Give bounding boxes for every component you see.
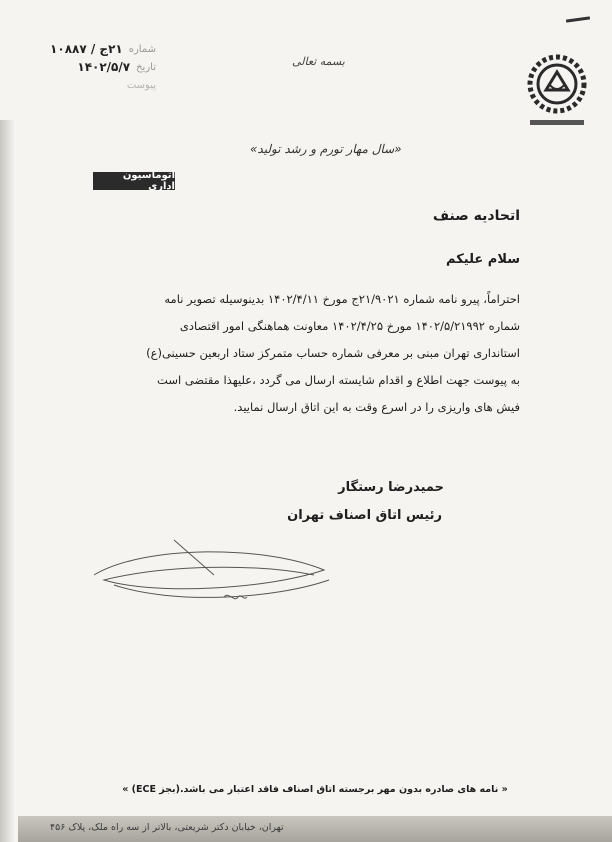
letter-date-label: تاریخ [136,61,156,73]
letter-date-row [46,58,156,76]
bismillah-heading: بسمه تعالی [292,55,345,68]
letter-number-label: شماره [128,43,156,55]
body-line: فیش های واریزی را در اسرع وقت به این اتاق ارسال نمایید. [233,400,520,414]
greeting: سلام علیکم [446,252,520,267]
guild-chamber-logo [522,50,592,138]
corner-mark [566,16,590,22]
recipient: اتحادیه صنف [432,208,520,224]
letter-number: ۲۱ج / ۱۰۸۸۷ [50,42,123,56]
attachment-row [46,76,156,94]
body-line: استانداری تهران مبنی بر معرفی شماره حساب متمرکز ستاد اربعین حسینی(ع) [146,346,520,360]
year-slogan: «سال مهار تورم و رشد تولید» [250,142,402,156]
letter-number-row [46,40,156,58]
letter-body [90,286,520,421]
signer-title: رئیس اتاق اصناف تهران [287,508,442,523]
footer-address: تهران، خیابان دکتر شریعتی، بالاتر از سه راه ملک، پلاک ۴۵۶ [50,822,284,833]
letter-metadata [46,40,156,94]
body-line: به پیوست جهت اطلاع و اقدام شایسته ارسال می گردد ،علیهذا مقتضی است [157,373,520,387]
body-line: احتراماً، پیرو نامه شماره ۲۱/۹۰۲۱ج مورخ ۱۴۰۲/۴/۱۱ بدینوسیله تصویر نامه [164,292,520,306]
letter-date: ۱۴۰۲/۵/۷ [77,60,131,74]
signer-name: حمیدرضا رستگار [338,480,444,495]
scan-shadow [0,120,14,842]
body-line: شماره ۱۴۰۲/۵/۲۱۹۹۲ مورخ ۱۴۰۲/۴/۲۵ معاونت هماهنگی امور اقتصادی [179,319,520,333]
attachment-label: پیوست [126,79,156,91]
handwritten-signature [84,535,344,615]
footer-validity-note: « نامه های صادره بدون مهر برجسته اتاق اصناف فاقد اعتبار می باشد.(بجز ECE) » [122,784,508,795]
office-automation-stamp: اتوماسیون اداری [93,172,175,190]
